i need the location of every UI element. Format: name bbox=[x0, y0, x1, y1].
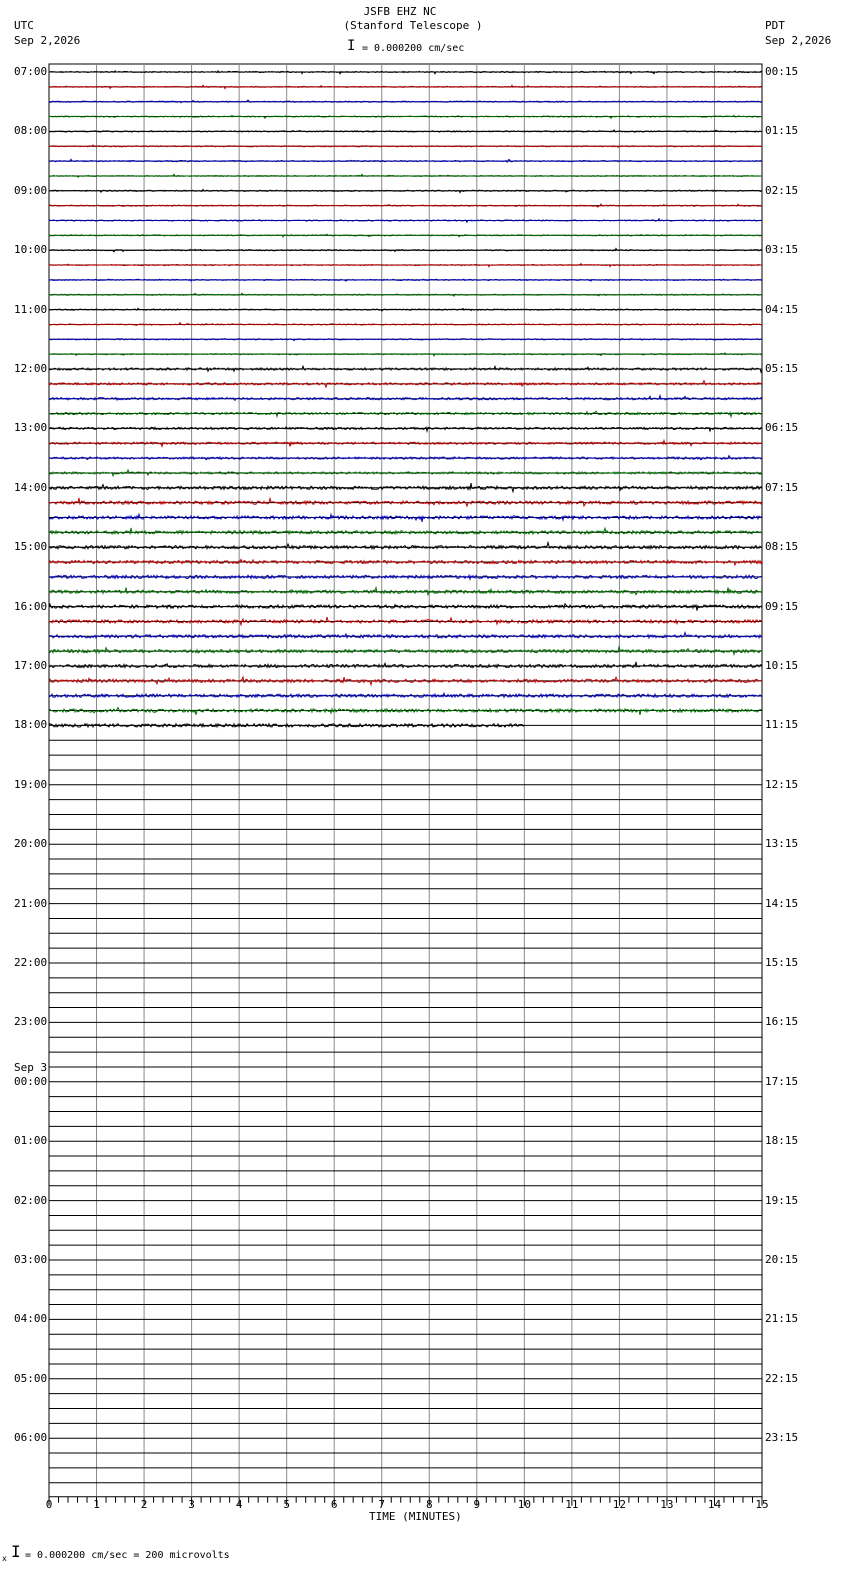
pdt-hour-label: 23:15 bbox=[765, 1431, 799, 1445]
pdt-hour-label: 09:15 bbox=[765, 599, 799, 613]
utc-hour-label: 17:00 bbox=[14, 659, 48, 672]
utc-hour-label: 21:00 bbox=[14, 896, 48, 910]
utc-hour-label: 11:00 bbox=[14, 302, 48, 316]
pdt-hour-label: 08:15 bbox=[765, 540, 799, 554]
pdt-hour-label: 15:15 bbox=[765, 956, 799, 969]
x-tick-label: 11 bbox=[565, 1498, 579, 1511]
pdt-hour-label: 13:15 bbox=[765, 837, 799, 851]
pdt-hour-label: 07:15 bbox=[765, 480, 799, 494]
station-subtitle: (Stanford Telescope ) bbox=[343, 19, 483, 32]
trace-waveform bbox=[49, 130, 762, 132]
x-tick-label: 3 bbox=[188, 1498, 195, 1511]
x-tick-label: 9 bbox=[473, 1498, 481, 1511]
pdt-hour-label: 11:15 bbox=[765, 718, 799, 732]
x-tick-label: 0 bbox=[45, 1498, 53, 1511]
utc-hour-label: 09:00 bbox=[14, 183, 48, 197]
trace-waveform bbox=[49, 588, 762, 595]
pdt-hour-label: 02:15 bbox=[765, 183, 799, 197]
x-tick-label: 8 bbox=[425, 1498, 433, 1511]
utc-hour-label: 01:00 bbox=[14, 1134, 48, 1148]
trace-waveform bbox=[49, 264, 762, 267]
footer-scale-bar-icon: I bbox=[11, 1542, 21, 1561]
trace-waveform bbox=[49, 617, 762, 625]
trace-waveform bbox=[49, 71, 762, 74]
trace-waveform bbox=[49, 498, 762, 506]
pdt-hour-label: 17:15 bbox=[765, 1074, 799, 1088]
pdt-hour-label: 20:15 bbox=[765, 1253, 799, 1266]
utc-hour-label: 23:00 bbox=[14, 1015, 48, 1029]
utc-hour-label: 05:00 bbox=[14, 1371, 48, 1385]
trace-waveform bbox=[49, 646, 762, 654]
x-tick-label: 13 bbox=[660, 1498, 674, 1511]
trace-waveform bbox=[49, 85, 762, 88]
scale-bar-icon: I bbox=[347, 38, 356, 54]
trace-waveform bbox=[49, 575, 762, 579]
trace-waveform bbox=[49, 145, 762, 147]
pdt-hour-label: 03:15 bbox=[765, 243, 799, 257]
station-title: JSFB EHZ NC bbox=[363, 5, 437, 18]
trace-waveform bbox=[49, 396, 762, 401]
utc-hour-label: 16:00 bbox=[14, 599, 48, 613]
utc-hour-label: 22:00 bbox=[14, 956, 48, 969]
pdt-hour-label: 06:15 bbox=[765, 421, 799, 435]
trace-waveform bbox=[49, 470, 762, 476]
scale-label: = 0.000200 cm/sec bbox=[362, 43, 465, 54]
pdt-hour-label: 12:15 bbox=[765, 777, 799, 791]
trace-waveform bbox=[49, 353, 762, 356]
utc-date-change-label: Sep 3 bbox=[14, 1060, 48, 1074]
utc-hour-label: 12:00 bbox=[14, 362, 48, 375]
trace-waveform bbox=[49, 633, 762, 639]
x-tick-label: 12 bbox=[612, 1498, 627, 1511]
plot-frame bbox=[49, 64, 762, 1497]
pdt-label: PDT bbox=[765, 19, 785, 32]
trace-waveform bbox=[49, 293, 762, 296]
x-tick-label: 6 bbox=[330, 1498, 338, 1511]
trace-waveform bbox=[49, 514, 762, 522]
pdt-hour-label: 16:15 bbox=[765, 1015, 799, 1029]
x-tick-label: 10 bbox=[517, 1498, 531, 1511]
trace-waveform bbox=[49, 411, 762, 417]
pdt-hour-label: 10:15 bbox=[765, 659, 799, 672]
pdt-hour-label: 22:15 bbox=[765, 1371, 799, 1385]
utc-hour-label: 18:00 bbox=[14, 718, 48, 732]
trace-waveform bbox=[49, 248, 762, 251]
x-tick-label: 14 bbox=[707, 1498, 722, 1511]
utc-hour-label: 14:00 bbox=[14, 480, 48, 494]
trace-waveform bbox=[49, 204, 762, 207]
trace-waveform bbox=[49, 662, 762, 668]
pdt-hour-label: 00:15 bbox=[765, 65, 799, 78]
utc-hour-label: 20:00 bbox=[14, 837, 48, 851]
trace-waveform bbox=[49, 543, 762, 549]
trace-waveform bbox=[49, 528, 762, 534]
x-tick-label: 2 bbox=[140, 1498, 148, 1511]
utc-hour-label: 08:00 bbox=[14, 124, 48, 138]
trace-waveform bbox=[49, 219, 762, 223]
utc-date: Sep 2,2026 bbox=[14, 34, 81, 47]
footer-scale-note: = 0.000200 cm/sec = 200 microvolts bbox=[25, 1550, 230, 1561]
x-axis-title: TIME (MINUTES) bbox=[369, 1510, 462, 1523]
trace-waveform bbox=[49, 708, 762, 715]
pdt-hour-label: 01:15 bbox=[765, 124, 799, 138]
utc-hour-label: 06:00 bbox=[14, 1431, 48, 1445]
pdt-hour-label: 05:15 bbox=[765, 362, 799, 375]
utc-hour-label: 07:00 bbox=[14, 65, 48, 78]
utc-label: UTC bbox=[14, 19, 34, 32]
trace-waveform bbox=[49, 189, 762, 192]
trace-waveform bbox=[49, 427, 762, 431]
x-tick-label: 15 bbox=[755, 1498, 769, 1511]
utc-hour-label: 03:00 bbox=[14, 1253, 48, 1266]
trace-waveform bbox=[49, 308, 762, 311]
footer-marker-icon: x bbox=[2, 1554, 7, 1563]
x-tick-label: 1 bbox=[93, 1498, 100, 1511]
trace-waveform bbox=[49, 115, 762, 118]
x-tick-label: 4 bbox=[235, 1498, 243, 1511]
pdt-hour-label: 04:15 bbox=[765, 302, 799, 316]
trace-waveform bbox=[49, 604, 762, 611]
pdt-hour-label: 21:15 bbox=[765, 1312, 799, 1326]
pdt-hour-label: 14:15 bbox=[765, 896, 799, 910]
utc-hour-label: 15:00 bbox=[14, 540, 48, 554]
utc-hour-label: 04:00 bbox=[14, 1312, 48, 1326]
utc-hour-label: 19:00 bbox=[14, 777, 48, 791]
utc-hour-label: 13:00 bbox=[14, 421, 48, 435]
utc-hour-label: 02:00 bbox=[14, 1193, 48, 1207]
trace-waveform bbox=[49, 174, 762, 177]
utc-hour-label: 10:00 bbox=[14, 243, 48, 257]
x-tick-label: 7 bbox=[378, 1498, 386, 1511]
pdt-hour-label: 19:15 bbox=[765, 1193, 799, 1207]
pdt-hour-label: 18:15 bbox=[765, 1134, 799, 1148]
x-tick-label: 5 bbox=[283, 1498, 290, 1511]
utc-hour-label: 00:00 bbox=[14, 1074, 48, 1088]
pdt-date: Sep 2,2026 bbox=[765, 34, 832, 47]
